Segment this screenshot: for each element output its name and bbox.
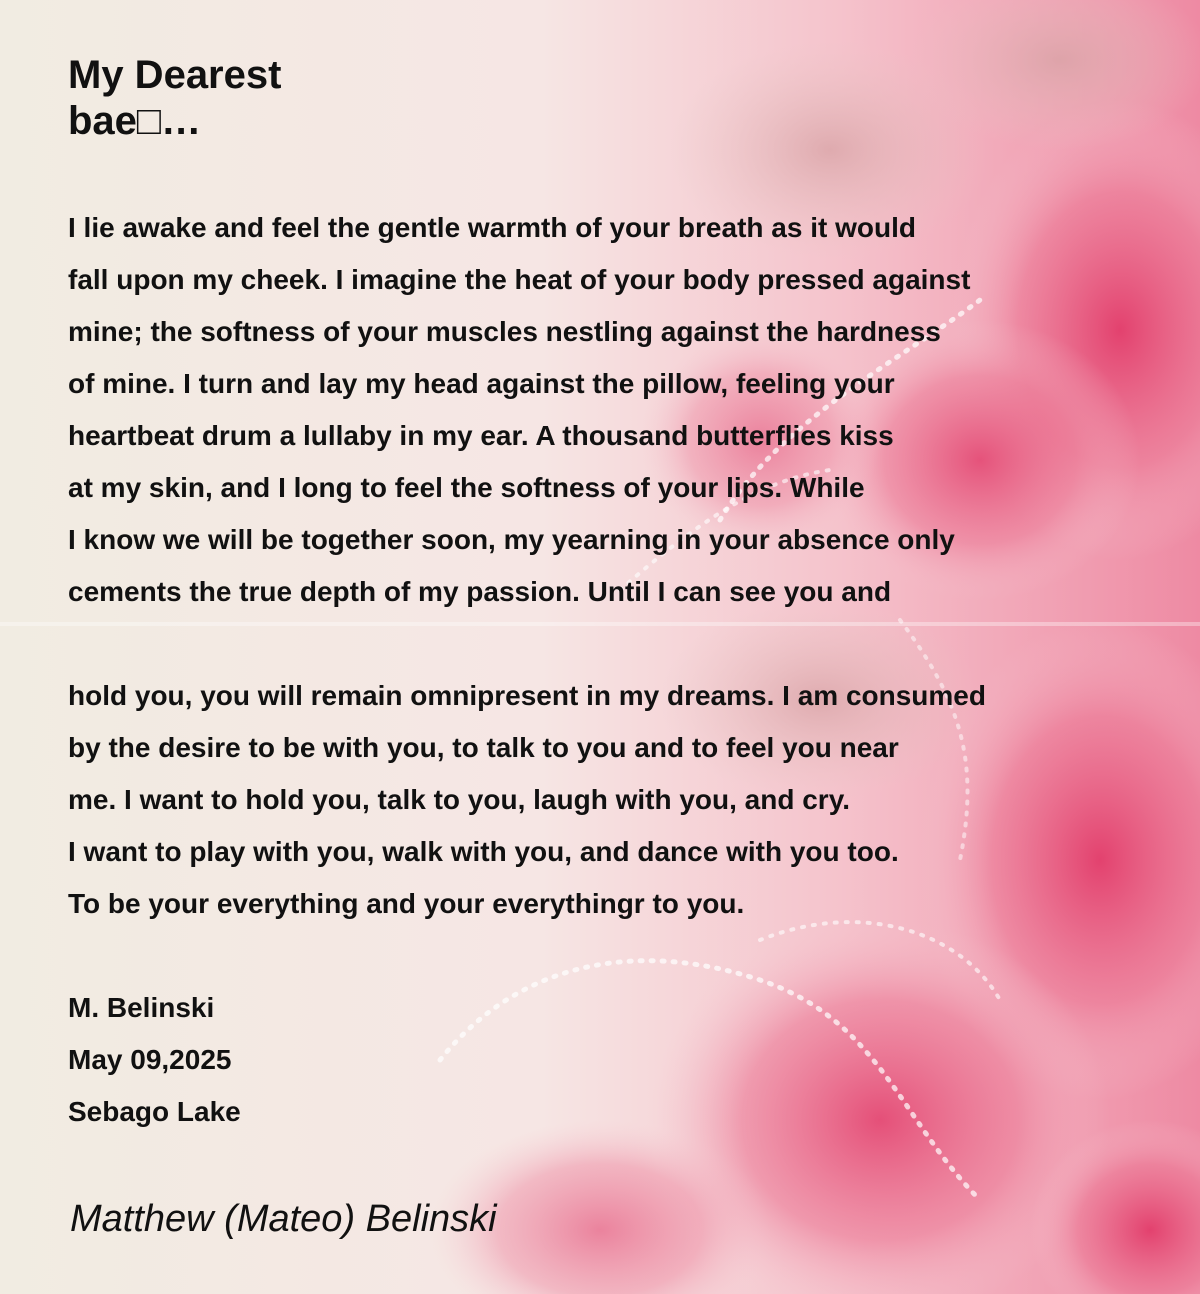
signoff-date: May 09,2025 [68, 1044, 232, 1075]
poem-title [68, 52, 1168, 144]
poem-line: of mine. I turn and lay my head against the pillow, feeling your [68, 368, 895, 399]
signoff-place: Sebago Lake [68, 1096, 241, 1127]
stanza-2 [68, 670, 1168, 930]
poem-line: at my skin, and I long to feel the softness of your lips. While [68, 472, 865, 503]
poem-line: I know we will be together soon, my yearning in your absence only [68, 524, 955, 555]
title-line: bae□… [68, 99, 202, 143]
poem-line: cements the true depth of my passion. Until I can see you and [68, 576, 892, 607]
signoff [68, 982, 1168, 1138]
title-line: My Dearest [68, 53, 282, 97]
poem-line: heartbeat drum a lullaby in my ear. A thousand butterflies kiss [68, 420, 894, 451]
poem-content [68, 52, 1168, 1241]
poem-line: I want to play with you, walk with you, and dance with you too. [68, 836, 899, 867]
poem-line: me. I want to hold you, talk to you, laugh with you, and cry. [68, 784, 850, 815]
poem-line: I lie awake and feel the gentle warmth of your breath as it would [68, 212, 916, 243]
poem-line: hold you, you will remain omnipresent in my dreams. I am consumed [68, 680, 986, 711]
poem-line: To be your everything and your everythingr to you. [68, 888, 745, 919]
author-name: Matthew (Mateo) Belinski [70, 1198, 497, 1240]
poem-line: mine; the softness of your muscles nestling against the hardness [68, 316, 941, 347]
stanza-1 [68, 202, 1168, 618]
signoff-name: M. Belinski [68, 992, 215, 1023]
poem-line: fall upon my cheek. I imagine the heat of your body pressed against [68, 264, 971, 295]
poem-line: by the desire to be with you, to talk to you and to feel you near [68, 732, 899, 763]
